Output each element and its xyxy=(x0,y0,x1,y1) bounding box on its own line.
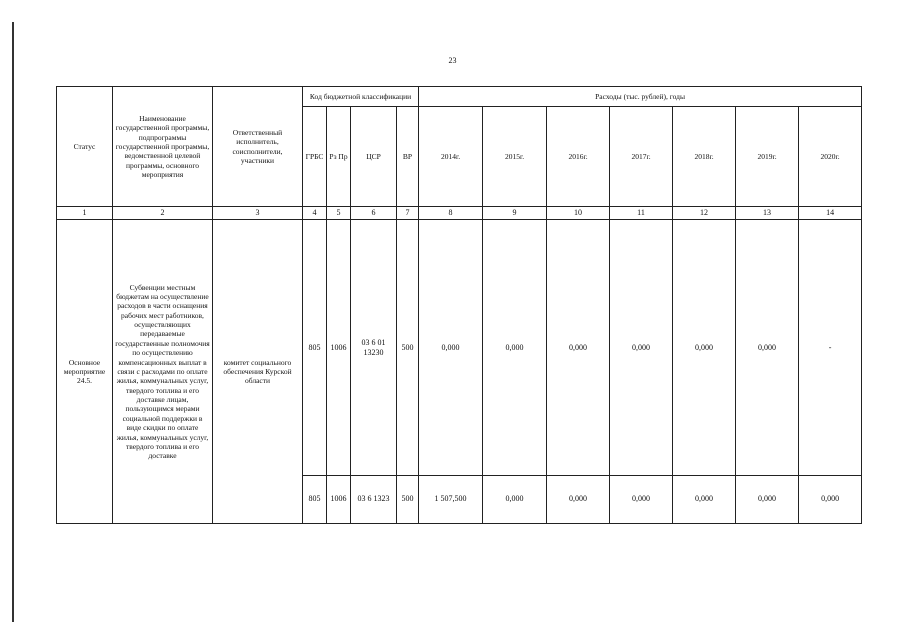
header-year: 2016г. xyxy=(547,107,610,207)
header-year: 2019г. xyxy=(736,107,799,207)
header-name: Наименование государственной программы, подпрограммы государственной программы, ведомственной целевой программы, основного мероприятия xyxy=(113,87,213,207)
column-number: 5 xyxy=(327,207,351,220)
cell-value: 0,000 xyxy=(483,220,547,476)
column-number: 14 xyxy=(799,207,862,220)
header-csr: ЦСР xyxy=(351,107,397,207)
header-grbs: ГРБС xyxy=(303,107,327,207)
cell-value: 0,000 xyxy=(736,220,799,476)
header-budget-code: Код бюджетной классификации xyxy=(303,87,419,107)
row-status: Основное мероприятие 24.5. xyxy=(57,220,113,524)
header-year: 2018г. xyxy=(673,107,736,207)
column-number: 6 xyxy=(351,207,397,220)
cell-value: 0,000 xyxy=(799,475,862,523)
cell-vr: 500 xyxy=(397,475,419,523)
column-number: 13 xyxy=(736,207,799,220)
header-vr: ВР xyxy=(397,107,419,207)
cell-value: 0,000 xyxy=(483,475,547,523)
cell-value: 0,000 xyxy=(673,220,736,476)
cell-value: 0,000 xyxy=(610,475,673,523)
column-number: 9 xyxy=(483,207,547,220)
table-row xyxy=(57,220,862,476)
page-number: 23 xyxy=(448,56,457,65)
cell-value: 0,000 xyxy=(419,220,483,476)
column-number-row xyxy=(57,207,862,220)
column-number: 4 xyxy=(303,207,327,220)
cell-grbs: 805 xyxy=(303,220,327,476)
page-margin-line xyxy=(12,22,14,622)
header-year: 2014г. xyxy=(419,107,483,207)
column-number: 1 xyxy=(57,207,113,220)
header-year: 2017г. xyxy=(610,107,673,207)
cell-value: 0,000 xyxy=(610,220,673,476)
column-number: 3 xyxy=(213,207,303,220)
cell-csr: 03 6 1323 xyxy=(351,475,397,523)
budget-table xyxy=(56,86,862,524)
header-responsible: Ответственный исполнитель, соисполнители, участники xyxy=(213,87,303,207)
cell-value: 0,000 xyxy=(547,475,610,523)
cell-grbs: 805 xyxy=(303,475,327,523)
cell-value: - xyxy=(799,220,862,476)
cell-csr: 03 6 01 13230 xyxy=(351,220,397,476)
row-name: Субвенции местным бюджетам на осуществление расходов в части оснащения рабочих мест работников, осуществляющих передаваемые государственные полномочия по осуществлению компенсационных выплат в связи с расходами по оплате жилья, коммунальных услуг, твердого топлива и его доставке лицам, пользующимся мерами социальной поддержки в виде скидки по оплате жилья, коммунальных услуг, твердого топлива и его доставке xyxy=(113,220,213,524)
header-row-1 xyxy=(57,87,862,107)
cell-value: 0,000 xyxy=(736,475,799,523)
column-number: 11 xyxy=(610,207,673,220)
row-responsible: комитет социального обеспечения Курской области xyxy=(213,220,303,524)
cell-value: 1 507,500 xyxy=(419,475,483,523)
cell-vr: 500 xyxy=(397,220,419,476)
header-year: 2020г. xyxy=(799,107,862,207)
cell-rzpr: 1006 xyxy=(327,220,351,476)
cell-value: 0,000 xyxy=(547,220,610,476)
header-rzpr: Рз Пр xyxy=(327,107,351,207)
header-year: 2015г. xyxy=(483,107,547,207)
header-status: Статус xyxy=(57,87,113,207)
column-number: 12 xyxy=(673,207,736,220)
cell-rzpr: 1006 xyxy=(327,475,351,523)
column-number: 10 xyxy=(547,207,610,220)
column-number: 2 xyxy=(113,207,213,220)
cell-value: 0,000 xyxy=(673,475,736,523)
column-number: 7 xyxy=(397,207,419,220)
header-expenses: Расходы (тыс. рублей), годы xyxy=(419,87,862,107)
column-number: 8 xyxy=(419,207,483,220)
